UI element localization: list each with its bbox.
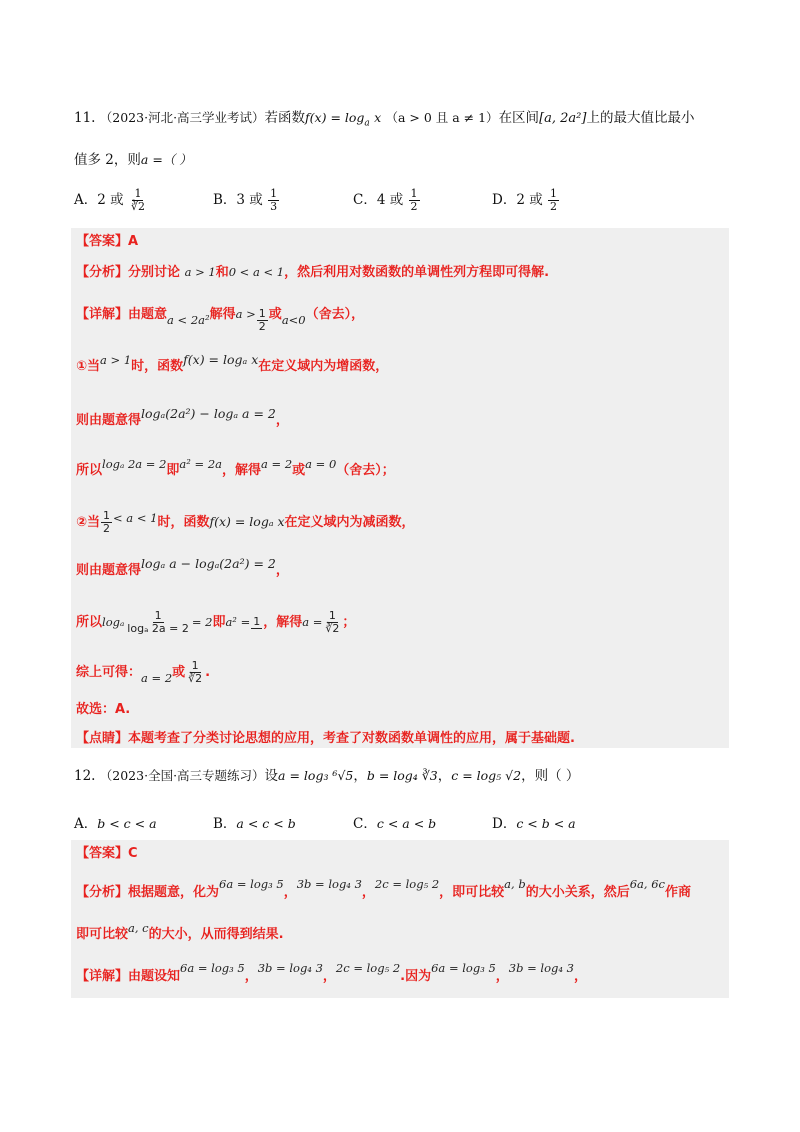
- q11-case1-solve-math-1: logₐ 2a = 2: [102, 457, 167, 471]
- q11-analysis: [76, 262, 549, 283]
- q12-choice-d-label: D．: [492, 816, 517, 832]
- q11-choice-c-fraction: [409, 188, 420, 213]
- q11-case2-solve-math-3: a =: [302, 615, 323, 629]
- q11-choice-d-num: 1: [550, 187, 558, 200]
- q11-detail-half-num: 1: [258, 307, 266, 320]
- q11-summary-math: a = 2: [141, 671, 173, 685]
- q11-detail-text-4: （舍去），: [305, 307, 365, 322]
- q11-case2-solve-frac-1-den: logₐ 2a = 2: [127, 622, 189, 635]
- q11-case2-math-2: f(x) = logₐ x: [209, 514, 285, 529]
- q11-case1-solve-text-2: 即: [166, 463, 180, 478]
- q12-analysis-comma-2: ，: [361, 885, 375, 900]
- q11-case2-solve-text-4: ；: [342, 615, 356, 630]
- q11-case1-solve-math-2: a² = 2a: [179, 457, 222, 471]
- q11-case1-text: ①当: [76, 359, 101, 374]
- q12-analysis-tag: 【分析】: [76, 885, 129, 900]
- q12-analysis-math-3: 2c = log₅ 2: [374, 877, 440, 891]
- q11-source: （2023·河北·高三学业考试）: [99, 110, 265, 125]
- q11-choice-c-label: C．4 或: [353, 192, 404, 208]
- q12-choice-c[interactable]: [353, 812, 436, 832]
- q12-analysis-text: 根据题意，化为: [128, 885, 220, 900]
- q11-analysis-math-2: 0 < a < 1: [228, 265, 285, 279]
- q11-case1-text-3: 在定义域内为增函数，: [258, 359, 389, 374]
- q11-stem-line2: [74, 150, 192, 170]
- q11-choice-a-num: 1: [134, 187, 142, 200]
- q12-detail-math-2: 3b = log₄ 3: [257, 961, 323, 975]
- q11-choice-a-label: A．2 或: [74, 192, 124, 208]
- q11-analysis-tag: 【分析】: [76, 265, 129, 280]
- q11-choice-b-fraction: [268, 188, 279, 213]
- q12-analysis-text-6: 的大小，从而得到结果.: [148, 927, 284, 942]
- q11-choice-c-num: 1: [410, 187, 418, 200]
- q11-case2-half-num: 1: [103, 509, 111, 522]
- q11-detail-half-den: 2: [258, 320, 266, 333]
- q11-function-var: x: [374, 110, 382, 125]
- q11-case2: [76, 510, 415, 535]
- q12-c-def: c = log₅ √2: [451, 768, 522, 783]
- q12-stem-text: 设: [264, 768, 279, 784]
- q11-case2-equation: [76, 556, 289, 581]
- q12-analysis-text-4: 作商: [664, 885, 691, 900]
- q12-choice-c-label: C．: [353, 816, 377, 832]
- q11-case2-text: ②当: [76, 515, 101, 530]
- q11-comment-text: 本题考查了分类讨论思想的应用，考查了对数函数单调性的应用，属于基础题.: [128, 731, 575, 746]
- q11-case1-solve: [76, 457, 395, 481]
- q11-case1-text-2: 时，函数: [131, 359, 184, 374]
- q11-case2-eq-comma: ，: [275, 563, 289, 578]
- q12-detail-comma-4: ，: [573, 969, 587, 984]
- q11-choice-c[interactable]: [353, 188, 421, 213]
- q11-analysis-text: 分别讨论: [128, 265, 181, 280]
- q11-choice-b[interactable]: [213, 188, 280, 213]
- q12-analysis-math-2: 3b = log₄ 3: [296, 877, 362, 891]
- q11-case2-half: [101, 510, 112, 535]
- q12-choice-a-label: A．: [74, 816, 98, 832]
- q11-analysis-text-3: ，然后利用对数函数的单调性列方程即可得解.: [284, 265, 550, 280]
- q11-detail-math-2: a >: [235, 307, 256, 321]
- q11-choice-b-den: 3: [270, 200, 278, 213]
- q11-analysis-text-2: 和: [215, 265, 229, 280]
- q11-case1-eq-math: logₐ(2a²) − logₐ a = 2: [141, 406, 276, 421]
- q11-case1-solve-text-5: （舍去）；: [336, 463, 395, 478]
- q12-analysis-math-5: 6a, 6c: [629, 877, 665, 891]
- q11-case1: [76, 352, 389, 377]
- q11-choice-b-num: 1: [270, 187, 278, 200]
- q11-case1-math-2: f(x) = logₐ x: [183, 352, 259, 367]
- q11-detail-math-3: a<0: [281, 313, 306, 327]
- q12-a-def: a = log₃ ⁶√5: [278, 768, 354, 783]
- q12-choice-d-expr: c < b < a: [516, 816, 576, 831]
- q12-answer: [76, 844, 138, 864]
- q11-case1-solve-text: 所以: [76, 463, 103, 478]
- q11-detail-math-1: a < 2a²: [167, 313, 210, 327]
- q11-choice-d-den: 2: [550, 200, 558, 213]
- q11-case2-solve-frac-3: [323, 610, 341, 635]
- q11-case2-solve-frac-2-num: 1: [253, 615, 261, 628]
- q11-summary-text-3: .: [205, 665, 211, 680]
- q12-detail-math-5: 3b = log₄ 3: [508, 961, 574, 975]
- q11-choose: [76, 700, 130, 720]
- q12-analysis-math-6: a, c: [128, 921, 149, 935]
- q11-summary: [76, 660, 210, 685]
- q11-case2-solve-text-3: ，解得: [263, 615, 303, 630]
- q11-function-base: a: [364, 118, 370, 129]
- q12-choice-d[interactable]: [492, 812, 576, 832]
- q11-choice-a[interactable]: [74, 188, 148, 213]
- q11-answer-value: A: [128, 234, 139, 249]
- q12-choice-c-expr: c < a < b: [376, 816, 437, 831]
- q12-detail-math-3: 2c = log₅ 2: [335, 961, 401, 975]
- q11-case1-solve-math-3: a = 2: [261, 457, 293, 471]
- q12-analysis-comma-1: ，: [283, 885, 297, 900]
- q11-summary-text: 综上可得：: [76, 665, 142, 680]
- q12-choice-a-expr: b < c < a: [97, 816, 157, 831]
- q11-case1-solve-text-4: 或: [292, 463, 306, 478]
- q11-case2-eq-text: 则由题意得: [76, 563, 142, 578]
- q11-case2-solve-eq: = 2: [191, 615, 213, 629]
- q11-choice-d-label: D．2 或: [492, 192, 543, 208]
- q11-choose-text: 故选：A.: [76, 702, 131, 717]
- q12-detail-tag: 【详解】: [76, 969, 129, 984]
- q11-choice-d[interactable]: [492, 188, 560, 213]
- q12-choice-a[interactable]: [74, 812, 157, 832]
- q11-summary-frac-num: 1: [191, 659, 199, 672]
- q12-number: 12.: [74, 768, 96, 784]
- q11-stem-text: 若函数: [264, 110, 306, 126]
- q12-detail-text: 由题设知: [128, 969, 181, 984]
- q12-choice-b[interactable]: [213, 812, 296, 832]
- q12-choice-b-expr: a < c < b: [236, 816, 296, 831]
- q11-case2-solve-frac-3-num: 1: [328, 609, 336, 622]
- q11-choice-c-den: 2: [410, 200, 418, 213]
- q11-case2-math-1: < a < 1: [113, 511, 158, 525]
- q12-comma-1: ，: [353, 768, 367, 784]
- q11-stem-text-3: 上的最大值比最小: [586, 110, 695, 126]
- q11-stem-text-5: a =（ ）: [140, 152, 192, 167]
- q11-answer: [76, 232, 138, 252]
- q11-case2-half-den: 2: [103, 522, 111, 535]
- q11-case2-solve-text: 所以: [76, 615, 103, 630]
- q12-source: （2023·全国·高三专题练习）: [99, 768, 265, 783]
- q11-summary-frac: [186, 660, 204, 685]
- q11-detail-text-2: 解得: [209, 307, 236, 322]
- q11-detail-tag: 【详解】: [76, 307, 129, 322]
- q11-case1-solve-text-3: ，解得: [222, 463, 262, 478]
- q12-detail: [76, 961, 587, 987]
- q11-detail: [76, 302, 365, 333]
- q11-case2-eq-math: logₐ a − logₐ(2a²) = 2: [141, 556, 276, 571]
- q11-choice-b-label: B．3 或: [213, 192, 263, 208]
- q11-choice-a-fraction: [129, 188, 147, 213]
- q11-condition: （a > 0 且 a ≠ 1）: [385, 110, 499, 125]
- q12-detail-comma-2: ，: [322, 969, 336, 984]
- q11-comment-tag: 【点睛】: [76, 731, 129, 746]
- q12-detail-math-1: 6a = log₃ 5: [180, 961, 245, 975]
- q11-case2-text-2: 时，函数: [157, 515, 210, 530]
- q12-detail-math-4: 6a = log₃ 5: [431, 961, 496, 975]
- q11-choice-d-fraction: [548, 188, 559, 213]
- q11-detail-half: [257, 308, 268, 333]
- q11-summary-frac-den: ∛2: [188, 672, 203, 685]
- q12-stem-text-2: ，则（ ）: [521, 768, 580, 784]
- q11-detail-text: 由题意: [128, 307, 168, 322]
- q11-case1-equation: [76, 406, 289, 431]
- q11-summary-text-2: 或: [172, 665, 186, 680]
- q12-detail-text-2: .因为: [400, 969, 432, 984]
- q12-analysis-math-4: a, b: [504, 877, 526, 891]
- q11-stem-text-4: 值多 2，则: [74, 152, 141, 168]
- q11-case2-solve-text-2: 即: [212, 615, 226, 630]
- q11-interval: [a, 2a²]: [539, 111, 587, 126]
- q11-stem-text-2: 在区间: [498, 110, 540, 126]
- q11-number: 11.: [74, 110, 96, 126]
- q11-case1-math-1: a > 1: [100, 353, 132, 367]
- q12-choice-b-label: B．: [213, 816, 237, 832]
- q11-case1-eq-comma: ，: [275, 413, 289, 428]
- q11-stem-line1: [74, 108, 694, 134]
- q12-detail-comma-1: ，: [244, 969, 258, 984]
- q12-analysis-cont: [76, 921, 284, 945]
- q11-case2-solve: [76, 610, 355, 635]
- q11-case2-text-3: 在定义域内为减函数，: [284, 515, 415, 530]
- q11-comment: [76, 729, 575, 749]
- q11-answer-tag: 【答案】: [76, 234, 129, 249]
- q11-case1-eq-text: 则由题意得: [76, 413, 142, 428]
- q11-analysis-math-1: a > 1: [184, 265, 216, 279]
- q12-b-def: b = log₄ ∛3: [366, 768, 438, 783]
- q11-case2-solve-frac-1-num: 1: [154, 609, 162, 622]
- q12-detail-comma-3: ，: [495, 969, 509, 984]
- q12-analysis-text-2: ，即可比较: [439, 885, 505, 900]
- q11-case1-solve-math-4: a = 0: [305, 457, 337, 471]
- q12-answer-value: C: [128, 846, 138, 861]
- q11-case2-solve-math-2: a² =: [225, 615, 251, 629]
- q12-answer-tag: 【答案】: [76, 846, 129, 861]
- q11-choice-a-den: ∛2: [130, 200, 145, 213]
- q12-analysis-text-3: 的大小关系，然后: [525, 885, 630, 900]
- q12-analysis-text-5: 即可比较: [76, 927, 129, 942]
- q12-analysis-math-1: 6a = log₃ 5: [219, 877, 284, 891]
- q11-case2-solve-frac-3-den: ∛2: [325, 622, 340, 635]
- q11-case2-solve-frac-2: [251, 616, 262, 629]
- q11-case2-solve-log: logₐ: [102, 615, 125, 629]
- q11-case2-solve-frac-1: [125, 610, 191, 635]
- q12-stem: [74, 766, 579, 786]
- q11-detail-text-3: 或: [268, 307, 282, 322]
- q11-function: f(x) = log: [305, 110, 365, 125]
- q12-analysis: [76, 877, 691, 903]
- q12-comma-2: ，: [437, 768, 452, 784]
